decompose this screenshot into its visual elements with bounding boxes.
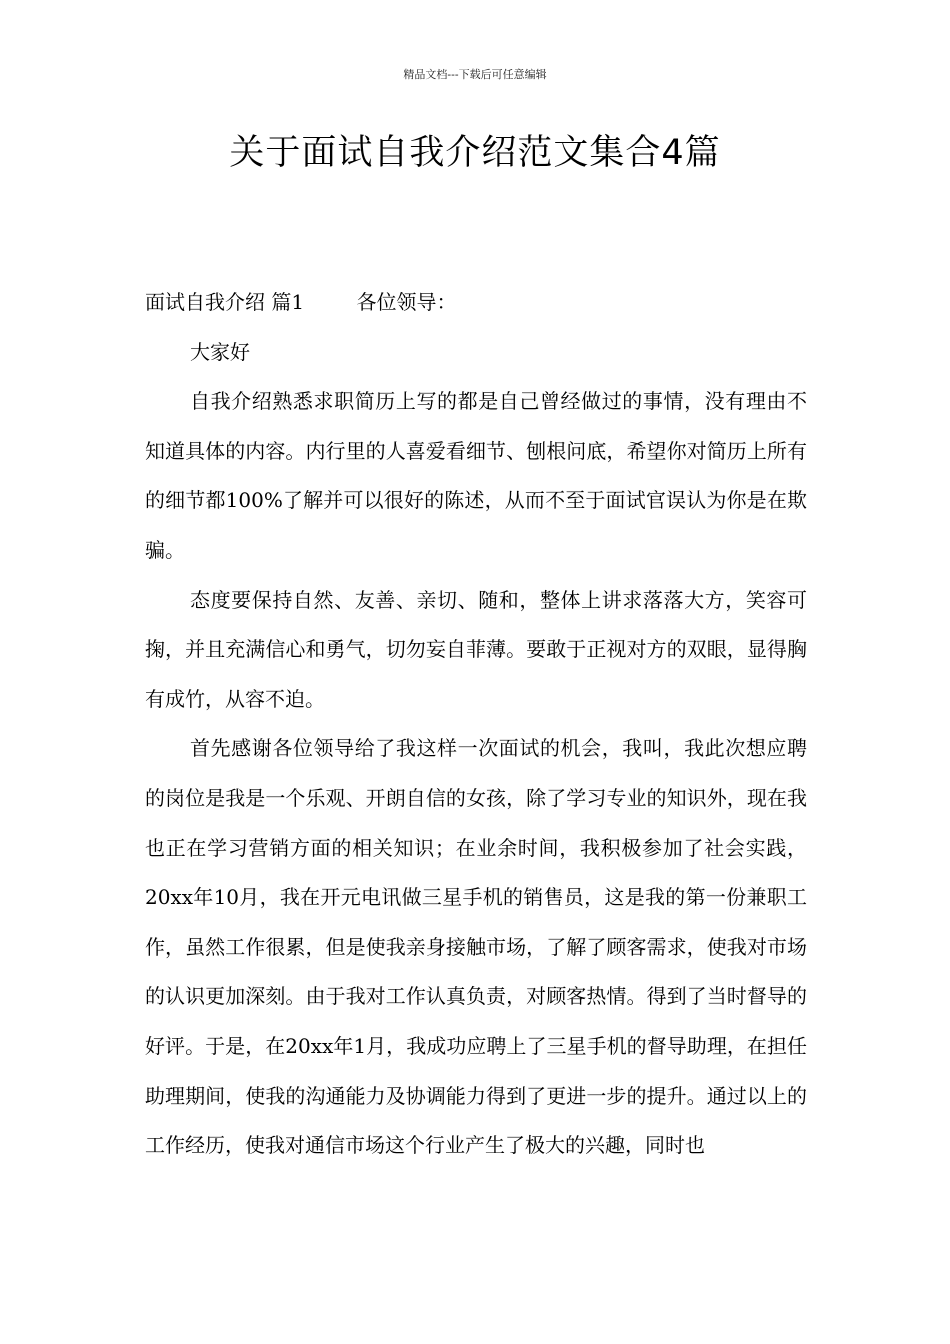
- salutation: 各位领导：: [356, 290, 457, 314]
- greeting-line: 大家好: [190, 339, 250, 364]
- section-heading: 面试自我介绍 篇1: [145, 290, 305, 314]
- header-note: 精品文档---下载后可任意编辑: [403, 68, 547, 81]
- document-title: 关于面试自我介绍范文集合4篇: [229, 133, 721, 173]
- section-heading-row: [145, 278, 807, 328]
- paragraph: 态度要保持自然、友善、亲切、随和，整体上讲求落落大方，笑容可掬，并且充满信心和勇气，切勿妄自菲薄。要敢于正视对方的双眼，显得胸有成竹，从容不迫。: [145, 587, 807, 711]
- paragraph: 自我介绍熟悉求职简历上写的都是自己曾经做过的事情，没有理由不知道具体的内容。内行里的人喜爱看细节、刨根问底，希望你对简历上所有的细节都100%了解并可以很好的陈述，从而不至于面试官误认为你是在欺骗。: [145, 389, 807, 562]
- paragraph: 首先感谢各位领导给了我这样一次面试的机会，我叫，我此次想应聘的岗位是我是一个乐观、开朗自信的女孩，除了学习专业的知识外，现在我也正在学习营销方面的相关知识；在业余时间，我积极参加了社会实践，20xx年10月，我在开元电讯做三星手机的销售员，这是我的第一份兼职工作，虽然工作很累，但是使我亲身接触市场，了解了顾客需求，使我对市场的认识更加深刻。由于我对工作认真负责，对顾客热情。得到了当时督导的好评。于是，在20xx年1月，我成功应聘上了三星手机的督导助理，在担任助理期间，使我的沟通能力及协调能力得到了更进一步的提升。通过以上的工作经历，使我对通信市场这个行业产生了极大的兴趣，同时也: [145, 736, 807, 1158]
- document-body: [145, 278, 807, 1171]
